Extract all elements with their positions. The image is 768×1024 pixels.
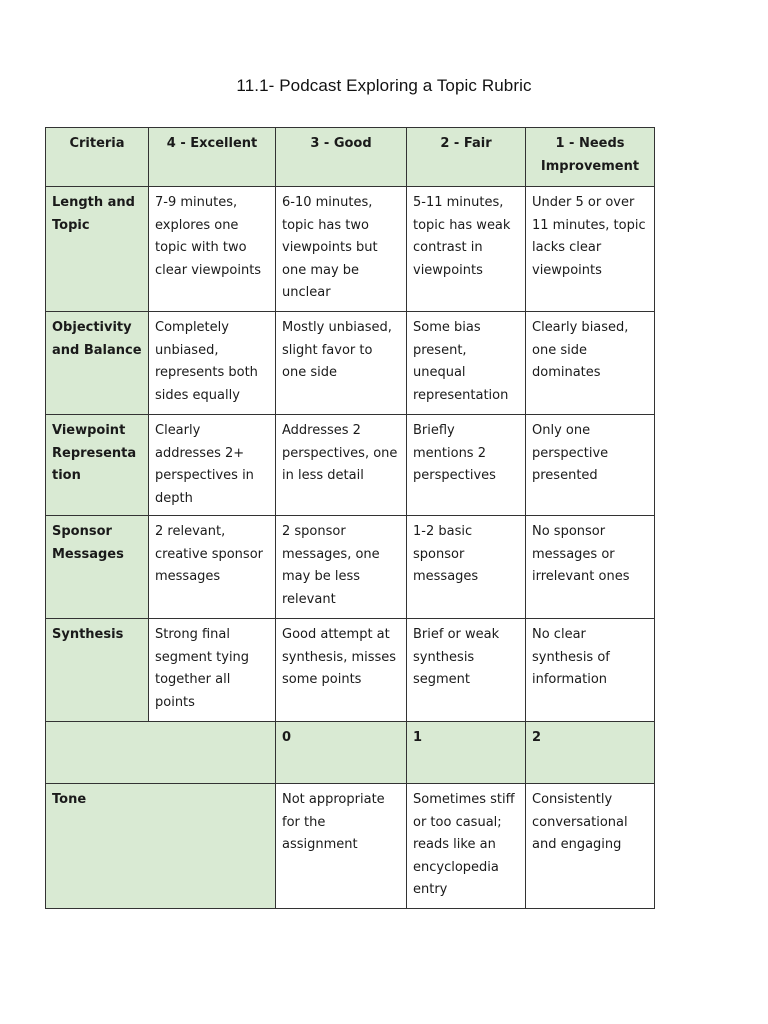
rubric-cell: 1-2 basic sponsor messages [407,516,526,619]
rubric-cell: 2 sponsor messages, one may be less relevant [276,516,407,619]
criterion-label: Objectivity and Balance [46,312,149,415]
rubric-cell: Some bias present, unequal representation [407,312,526,415]
rubric-cell: Good attempt at synthesis, misses some points [276,619,407,722]
rubric-row-tone [46,784,655,909]
rubric-cell: Under 5 or over 11 minutes, topic lacks clear viewpoints [526,187,655,312]
rubric-cell: Completely unbiased, represents both sides equally [149,312,276,415]
rubric-row-length-topic [46,187,655,312]
tone-score-1: 1 [407,722,526,784]
rubric-row-viewpoint [46,415,655,516]
criterion-label: Length and Topic [46,187,149,312]
rubric-cell: No clear synthesis of information [526,619,655,722]
header-needs-improvement: 1 - Needs Improvement [526,128,655,187]
tone-score-0: 0 [276,722,407,784]
rubric-cell: Mostly unbiased, slight favor to one side [276,312,407,415]
tone-score-2: 2 [526,722,655,784]
rubric-row-sponsor [46,516,655,619]
rubric-row-objectivity [46,312,655,415]
rubric-cell: Clearly biased, one side dominates [526,312,655,415]
rubric-cell: Brief or weak synthesis segment [407,619,526,722]
criterion-label: Synthesis [46,619,149,722]
criterion-label: Sponsor Messages [46,516,149,619]
tone-scale-row [46,722,655,784]
rubric-cell: 6-10 minutes, topic has two viewpoints but one may be unclear [276,187,407,312]
header-fair: 2 - Fair [407,128,526,187]
rubric-cell: Briefly mentions 2 perspectives [407,415,526,516]
rubric-cell: Clearly addresses 2+ perspectives in depth [149,415,276,516]
tone-scale-blank [46,722,276,784]
rubric-cell: Sometimes stiff or too casual; reads like an encyclopedia entry [407,784,526,909]
criterion-label: Tone [46,784,276,909]
rubric-cell: Consistently conversational and engaging [526,784,655,909]
rubric-cell: Not appropriate for the assignment [276,784,407,909]
rubric-table [45,127,655,909]
header-criteria: Criteria [46,128,149,187]
rubric-cell: 2 relevant, creative sponsor messages [149,516,276,619]
document-title: 11.1- Podcast Exploring a Topic Rubric [236,76,532,95]
rubric-cell: Only one perspective presented [526,415,655,516]
rubric-header-row [46,128,655,187]
rubric-cell: 7-9 minutes, explores one topic with two clear viewpoints [149,187,276,312]
rubric-row-synthesis [46,619,655,722]
rubric-cell: 5-11 minutes, topic has weak contrast in viewpoints [407,187,526,312]
header-good: 3 - Good [276,128,407,187]
rubric-cell: Strong final segment tying together all points [149,619,276,722]
rubric-cell: No sponsor messages or irrelevant ones [526,516,655,619]
header-excellent: 4 - Excellent [149,128,276,187]
criterion-label: Viewpoint Representation [46,415,149,516]
rubric-cell: Addresses 2 perspectives, one in less detail [276,415,407,516]
